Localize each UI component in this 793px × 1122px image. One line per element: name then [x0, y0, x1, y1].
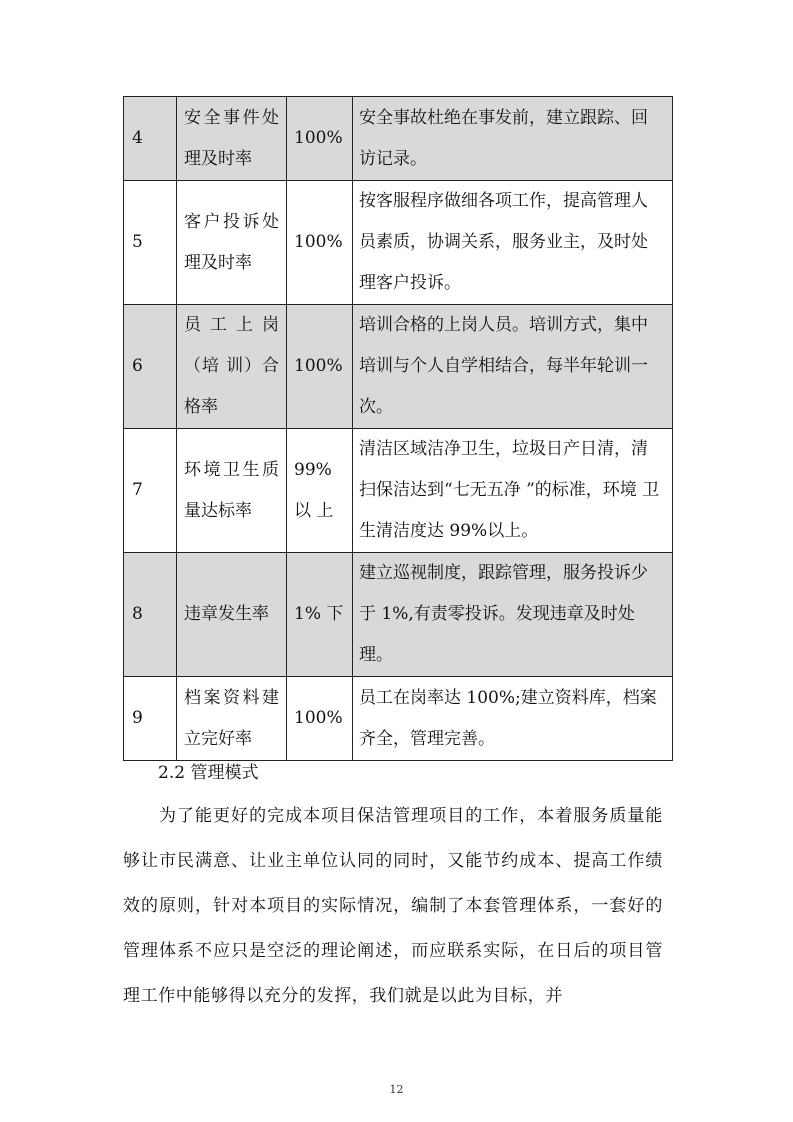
indicator-name: 违章发生率: [177, 553, 287, 677]
row-number: 6: [124, 305, 177, 429]
measure-description: 清洁区域洁净卫生，垃圾日产日清，清 扫保洁达到“七无五净 ”的标准，环境 卫生清洁度达 99%以上。: [353, 429, 673, 553]
kpi-table: [123, 96, 673, 761]
section-heading: 2.2 管理模式: [158, 763, 259, 783]
table-row: [124, 553, 673, 677]
table-row: [124, 305, 673, 429]
measure-description: 员工在岗率达 100%;建立资料库，档案齐全，管理完善。: [353, 677, 673, 761]
indicator-name: 档案资料建立完好率: [177, 677, 287, 761]
target-rate: 99% 以 上: [287, 429, 353, 553]
indicator-name: 员 工 上 岗（培 训）合格率: [177, 305, 287, 429]
indicator-name: 环境卫生质量达标率: [177, 429, 287, 553]
body-paragraph: 为了能更好的完成本项目保洁管理项目的工作，本着服务质量能够让市民满意、让业主单位认同的同时，又能节约成本、提高工作绩效的原则，针对本项目的实际情况，编制了本套管理体系，一套好的管理体系不应只是空泛的理论阐述，而应联系实际，在日后的项目管理工作中能够得以充分的发挥，我们就是以此为目标，并: [123, 806, 663, 1006]
measure-description: 培训合格的上岗人员。培训方式，集中 培训与个人自学相结合，每半年轮训一 次。: [353, 305, 673, 429]
row-number: 8: [124, 553, 177, 677]
page-number: 12: [389, 1083, 404, 1096]
target-rate: 100%: [287, 677, 353, 761]
table-row: [124, 181, 673, 305]
table-row: [124, 97, 673, 181]
target-rate: 100%: [287, 97, 353, 181]
row-number: 4: [124, 97, 177, 181]
measure-description: 安全事故杜绝在事发前，建立跟踪、回 访记录。: [353, 97, 673, 181]
indicator-name: 安全事件处理及时率: [177, 97, 287, 181]
target-rate: 1% 下: [287, 553, 353, 677]
table-row: [124, 429, 673, 553]
target-rate: 100%: [287, 305, 353, 429]
measure-description: 建立巡视制度，跟踪管理，服务投诉少 于 1%,有责零投诉。发现违章及时处理。: [353, 553, 673, 677]
row-number: 9: [124, 677, 177, 761]
table-row: [124, 677, 673, 761]
row-number: 7: [124, 429, 177, 553]
indicator-name: 客户投诉处理及时率: [177, 181, 287, 305]
row-number: 5: [124, 181, 177, 305]
target-rate: 100%: [287, 181, 353, 305]
measure-description: 按客服程序做细各项工作，提高管理人 员素质，协调关系，服务业主，及时处 理客户投诉。: [353, 181, 673, 305]
